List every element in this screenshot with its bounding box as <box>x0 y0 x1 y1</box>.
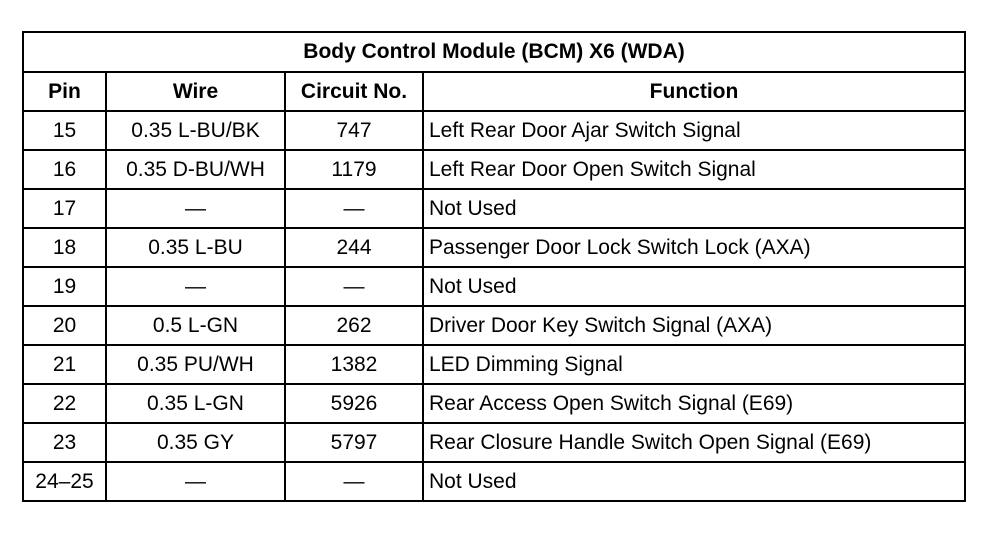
circuit-cell: 747 <box>285 111 423 150</box>
table-row <box>23 384 965 423</box>
wire-cell: — <box>106 189 285 228</box>
function-cell: Left Rear Door Open Switch Signal <box>423 150 965 189</box>
function-cell: Driver Door Key Switch Signal (AXA) <box>423 306 965 345</box>
wire-cell: 0.35 L-BU/BK <box>106 111 285 150</box>
wire-cell: 0.35 L-BU <box>106 228 285 267</box>
table-row <box>23 228 965 267</box>
table-row <box>23 111 965 150</box>
circuit-cell: 262 <box>285 306 423 345</box>
circuit-cell: — <box>285 462 423 501</box>
circuit-cell: 5926 <box>285 384 423 423</box>
wire-cell: 0.35 L-GN <box>106 384 285 423</box>
pin-cell: 19 <box>23 267 106 306</box>
table-title-row <box>23 32 965 72</box>
function-cell: Not Used <box>423 189 965 228</box>
function-cell: Rear Access Open Switch Signal (E69) <box>423 384 965 423</box>
function-cell: Not Used <box>423 462 965 501</box>
wire-cell: 0.5 L-GN <box>106 306 285 345</box>
circuit-column-header: Circuit No. <box>285 72 423 111</box>
function-cell: Left Rear Door Ajar Switch Signal <box>423 111 965 150</box>
circuit-cell: 5797 <box>285 423 423 462</box>
circuit-cell: — <box>285 267 423 306</box>
circuit-cell: 1179 <box>285 150 423 189</box>
table-row <box>23 267 965 306</box>
wire-cell: 0.35 D-BU/WH <box>106 150 285 189</box>
function-cell: LED Dimming Signal <box>423 345 965 384</box>
table-row <box>23 189 965 228</box>
table-row <box>23 423 965 462</box>
wire-cell: — <box>106 267 285 306</box>
circuit-cell: — <box>285 189 423 228</box>
table-row <box>23 306 965 345</box>
function-cell: Rear Closure Handle Switch Open Signal (E69) <box>423 423 965 462</box>
circuit-cell: 1382 <box>285 345 423 384</box>
table-title: Body Control Module (BCM) X6 (WDA) <box>23 32 965 72</box>
pin-cell: 17 <box>23 189 106 228</box>
function-column-header: Function <box>423 72 965 111</box>
pin-cell: 18 <box>23 228 106 267</box>
table-row <box>23 462 965 501</box>
wire-cell: — <box>106 462 285 501</box>
pin-cell: 22 <box>23 384 106 423</box>
pin-cell: 16 <box>23 150 106 189</box>
function-cell: Not Used <box>423 267 965 306</box>
table-header-row <box>23 72 965 111</box>
circuit-cell: 244 <box>285 228 423 267</box>
pin-cell: 20 <box>23 306 106 345</box>
wire-cell: 0.35 GY <box>106 423 285 462</box>
wire-cell: 0.35 PU/WH <box>106 345 285 384</box>
pin-cell: 21 <box>23 345 106 384</box>
function-cell: Passenger Door Lock Switch Lock (AXA) <box>423 228 965 267</box>
connector-pinout-table <box>22 31 966 502</box>
pin-cell: 24–25 <box>23 462 106 501</box>
table-row <box>23 345 965 384</box>
wire-column-header: Wire <box>106 72 285 111</box>
pin-cell: 23 <box>23 423 106 462</box>
table-row <box>23 150 965 189</box>
pin-cell: 15 <box>23 111 106 150</box>
pin-column-header: Pin <box>23 72 106 111</box>
